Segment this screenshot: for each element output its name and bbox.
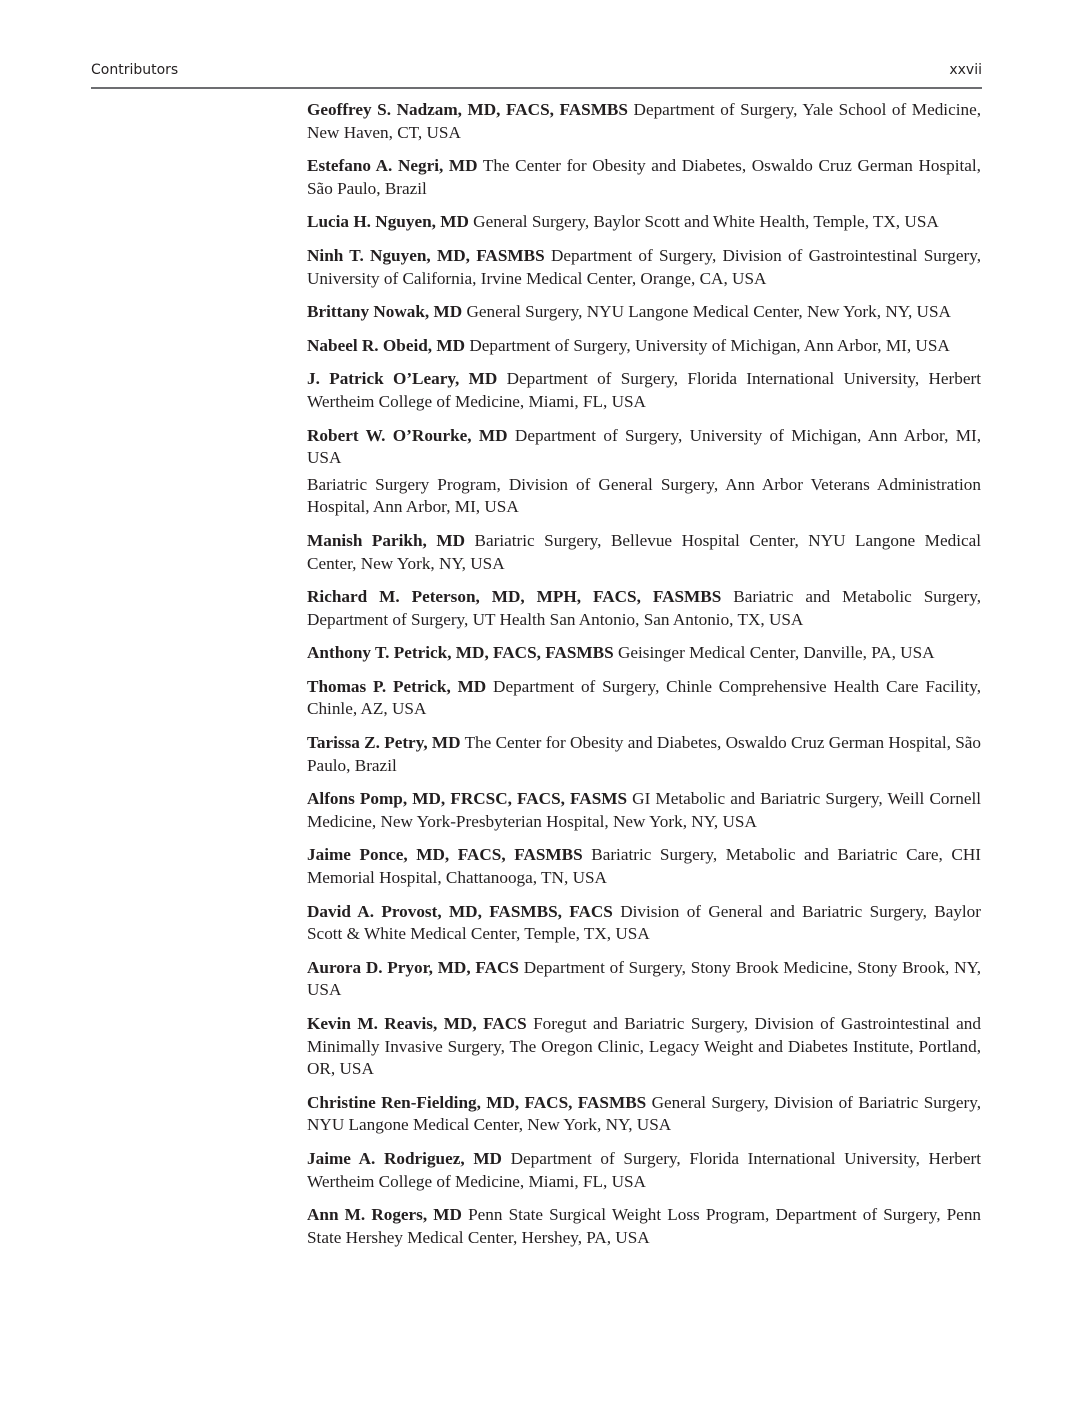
- contributor-entry: [307, 99, 981, 144]
- contributor-name: Thomas P. Petrick, MD: [307, 676, 487, 696]
- contributor-affiliation: The Center for Obesity and Diabetes, Oswaldo Cruz German Hospital, São Paulo, Brazil: [307, 156, 981, 198]
- contributor-affiliation: Department of Surgery, University of Michigan, Ann Arbor, MI, USA: [307, 425, 982, 468]
- contributor-affiliation: Penn State Surgical Weight Loss Program, Department of Surgery, Penn State Hershey Medical Center, Hershey, PA, USA: [307, 1205, 982, 1247]
- header-rule: [91, 87, 982, 89]
- contributor-name: Aurora D. Pryor, MD, FACS: [307, 957, 519, 977]
- contributor-name: Nabeel R. Obeid, MD: [307, 335, 466, 355]
- contributor-affiliation: Department of Surgery, Stony Brook Medicine, Stony Brook, NY, USA: [307, 957, 982, 1000]
- contributor-affiliation: Department of Surgery, Florida International University, Herbert Wertheim College of Medicine, Miami, FL, USA: [307, 369, 981, 411]
- contributor-entry: [307, 1092, 981, 1137]
- contributor-entry: [307, 425, 981, 519]
- contributor-name: Robert W. O’Rourke, MD: [307, 425, 508, 445]
- contributor-entry: [307, 732, 981, 777]
- contributor-entry: [307, 155, 981, 200]
- contributor-affiliation: Department of Surgery, Chinle Comprehensive Health Care Facility, Chinle, AZ, USA: [307, 676, 982, 719]
- contributor-entry: [307, 368, 981, 413]
- contributor-name: Geoffrey S. Nadzam, MD, FACS, FASMBS: [307, 100, 628, 119]
- contributor-name: Alfons Pomp, MD, FRCSC, FACS, FASMS: [307, 789, 628, 809]
- contributor-entry: [307, 642, 981, 665]
- contributor-entry: [307, 844, 981, 889]
- running-head: [91, 62, 982, 82]
- contributor-affiliation: Division of General and Bariatric Surgery, Baylor Scott & White Medical Center, Temple, TX, USA: [307, 901, 982, 944]
- contributor-name: Christine Ren-Fielding, MD, FACS, FASMBS: [307, 1092, 647, 1112]
- contributor-affiliation: General Surgery, Baylor Scott and White Health, Temple, TX, USA: [473, 212, 939, 232]
- contributor-entry: [307, 335, 981, 358]
- contributor-list: [307, 99, 981, 1260]
- contributor-entry: [307, 788, 981, 833]
- contributor-affiliation: GI Metabolic and Bariatric Surgery, Weill Cornell Medicine, New York-Presbyterian Hospital, New York, NY, USA: [307, 789, 981, 831]
- contributor-affiliation: General Surgery, Division of Bariatric Surgery, NYU Langone Medical Center, New York, NY, USA: [307, 1092, 982, 1135]
- contributor-affiliation: The Center for Obesity and Diabetes, Oswaldo Cruz German Hospital, São Paulo, Brazil: [307, 733, 982, 775]
- contributor-entry: [307, 957, 981, 1002]
- contributor-name: Brittany Nowak, MD: [307, 302, 463, 322]
- contributor-affiliation: General Surgery, NYU Langone Medical Center, New York, NY, USA: [466, 302, 951, 322]
- contributor-name: Tarissa Z. Petry, MD: [307, 733, 461, 753]
- contributor-entry: [307, 1013, 981, 1081]
- contributor-entry: [307, 245, 981, 290]
- contributor-affiliation: Bariatric Surgery, Bellevue Hospital Center, NYU Langone Medical Center, New York, NY, USA: [307, 530, 981, 573]
- contributor-entry: [307, 211, 981, 234]
- contributor-name: J. Patrick O’Leary, MD: [307, 369, 498, 389]
- contributor-affiliation: Geisinger Medical Center, Danville, PA, USA: [617, 643, 935, 663]
- contributor-affiliation: Bariatric Surgery, Metabolic and Bariatric Care, CHI Memorial Hospital, Chattanooga, TN, USA: [307, 845, 982, 888]
- contributor-name: Ninh T. Nguyen, MD, FASMBS: [307, 245, 545, 265]
- contributor-name: Jaime A. Rodriguez, MD: [307, 1148, 502, 1168]
- section-title: Contributors: [91, 62, 179, 78]
- contributor-name: Estefano A. Negri, MD: [307, 156, 478, 176]
- contributor-name: David A. Provost, MD, FASMBS, FACS: [307, 901, 613, 921]
- contributor-affiliation: Department of Surgery, Division of Gastrointestinal Surgery, University of California, Irvine Medical Center, Orange, CA, USA: [307, 245, 982, 288]
- contributor-entry: [307, 1148, 981, 1193]
- contributor-affiliation: Department of Surgery, University of Michigan, Ann Arbor, MI, USA: [469, 335, 950, 355]
- contributor-name: Lucia H. Nguyen, MD: [307, 212, 469, 232]
- page-number: xxvii: [949, 62, 982, 78]
- contributor-name: Anthony T. Petrick, MD, FACS, FASMBS: [307, 643, 614, 663]
- contributor-name: Richard M. Peterson, MD, MPH, FACS, FASMBS: [307, 587, 722, 607]
- contributor-affiliation: Foregut and Bariatric Surgery, Division of Gastrointestinal and Minimally Invasive Surgery, The Oregon Clinic, Legacy Weight and Diabetes Institute, Portland, OR, USA: [307, 1014, 981, 1079]
- contributor-entry: [307, 530, 981, 575]
- contributor-entry: [307, 901, 981, 946]
- contributor-name: Manish Parikh, MD: [307, 530, 465, 550]
- contributor-entry: [307, 586, 981, 631]
- contributor-name: Ann M. Rogers, MD: [307, 1205, 462, 1225]
- contributor-affiliation: Department of Surgery, Florida International University, Herbert Wertheim College of Medicine, Miami, FL, USA: [307, 1148, 982, 1191]
- contributor-entry: [307, 1204, 981, 1249]
- contributor-affiliation: Department of Surgery, Yale School of Medicine, New Haven, CT, USA: [307, 100, 982, 142]
- contributor-affiliation: Bariatric and Metabolic Surgery, Department of Surgery, UT Health San Antonio, San Antonio, TX, USA: [307, 587, 982, 629]
- contributor-entry: [307, 301, 981, 324]
- contributor-name: Jaime Ponce, MD, FACS, FASMBS: [307, 845, 583, 865]
- contributor-entry: [307, 676, 981, 721]
- contributor-name: Kevin M. Reavis, MD, FACS: [307, 1014, 527, 1033]
- contributor-affiliation-secondary: Bariatric Surgery Program, Division of General Surgery, Ann Arbor Veterans Administration Hospital, Ann Arbor, MI, USA: [307, 474, 981, 517]
